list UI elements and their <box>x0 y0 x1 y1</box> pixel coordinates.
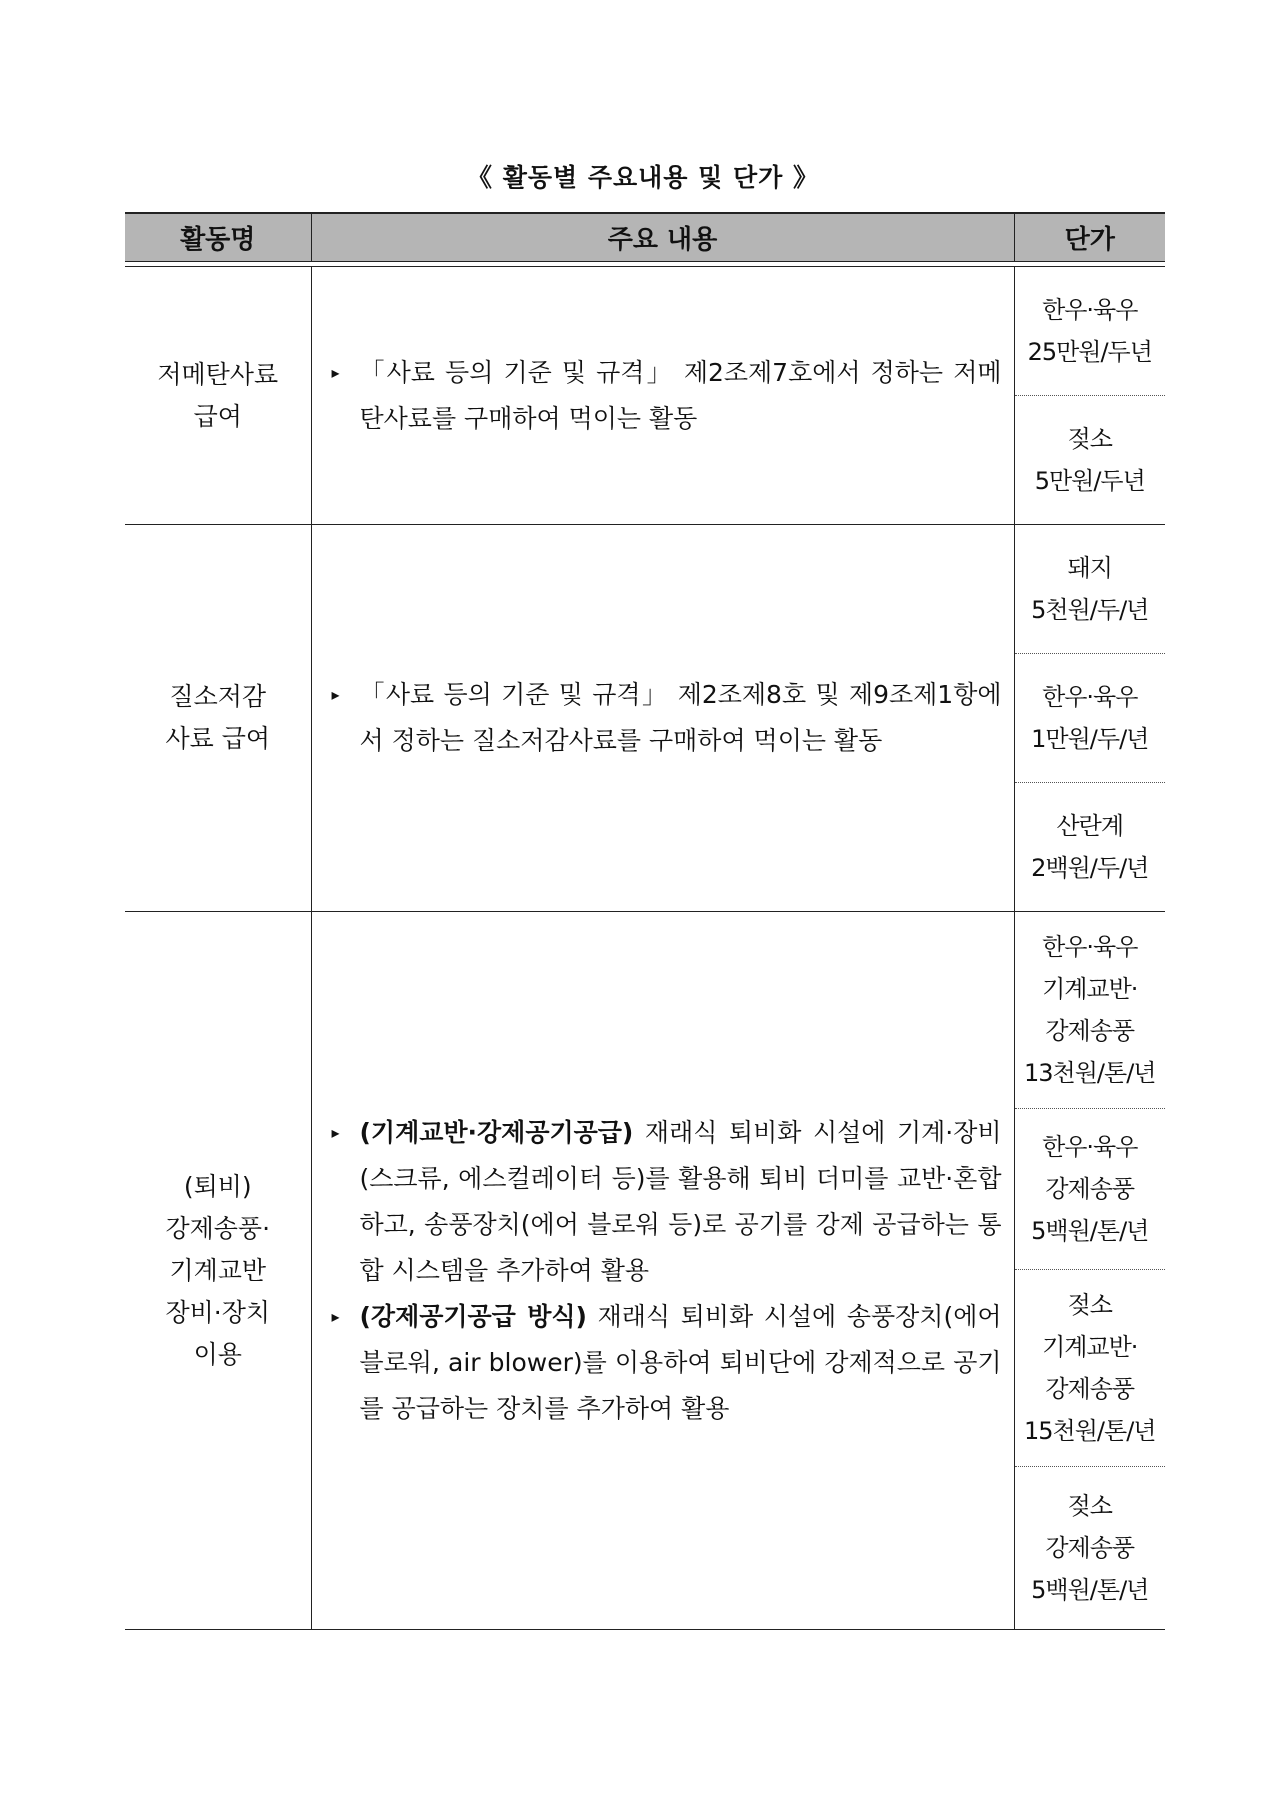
bullet-body-text: 재래식 퇴비화 시설에 송풍장치(에어 블로워, air blower)를 이용하여 퇴비단에 강제적으로 공기를 공급하는 장치를 추가하여 활용 <box>359 1301 1002 1423</box>
bullet-marker-icon: ▸ <box>331 1122 340 1142</box>
unit-price-line: 2백원/두/년 <box>1031 854 1149 882</box>
bullet-marker-icon: ▸ <box>331 362 340 382</box>
unit-price-line: 1만원/두/년 <box>1031 725 1149 753</box>
unit-price-line: 강제송풍 <box>1045 1534 1135 1562</box>
unit-price-line: 젖소 <box>1067 1291 1112 1319</box>
bullet-body-text: 재래식 퇴비화 시설에 기계·장비(스크류, 에스컬레이터 등)를 활용해 퇴비 더미를 교반·혼합하고, 송풍장치(에어 블로워 등)로 공기를 강제 공급하는 통합 시스템을 추가하여 활용 <box>359 1117 1002 1285</box>
table-header-row <box>125 213 1165 262</box>
bullet-marker-icon: ▸ <box>331 1306 340 1326</box>
unit-price-entry <box>1015 1108 1166 1269</box>
unit-price-line: 산란계 <box>1056 812 1124 840</box>
content-bullet-item <box>332 1110 1002 1294</box>
unit-price-line: 한우·육우 <box>1042 683 1138 711</box>
unit-price-line: 돼지 <box>1067 554 1112 582</box>
table-row <box>125 525 1165 912</box>
activity-name-line: 질소저감 <box>169 682 267 711</box>
table-row <box>125 912 1165 1630</box>
main-content-cell <box>311 267 1014 525</box>
unit-price-entry <box>1015 267 1166 395</box>
table-title: 《 활동별 주요내용 및 단가 》 <box>466 163 820 192</box>
bullet-text <box>360 672 1002 764</box>
unit-price-cell <box>1014 267 1165 525</box>
unit-price-cell <box>1014 525 1165 912</box>
unit-price-line: 한우·육우 <box>1042 933 1138 961</box>
activity-name-line: 강제송풍· <box>165 1213 271 1243</box>
unit-price-line: 기계교반· <box>1042 1333 1138 1361</box>
bullet-marker-icon: ▸ <box>331 685 340 704</box>
main-content-cell <box>311 525 1014 912</box>
unit-price-line: 젖소 <box>1067 425 1112 453</box>
bullet-text <box>360 350 1002 442</box>
unit-price-line: 강제송풍 <box>1045 1375 1135 1403</box>
bullet-bold-label: (강제공기공급 방식) <box>359 1301 587 1331</box>
activity-table-container <box>125 212 1165 1630</box>
unit-price-entry <box>1015 1466 1166 1629</box>
unit-price-line: 5천원/두/년 <box>1031 596 1149 624</box>
unit-price-entry <box>1015 525 1166 653</box>
unit-price-line: 강제송풍 <box>1045 1017 1135 1045</box>
header-unit-price: 단가 <box>1014 213 1165 262</box>
activity-name-cell <box>125 267 311 525</box>
content-bullet-item <box>332 350 1002 442</box>
activity-name-line: 이용 <box>193 1339 242 1369</box>
activity-name-cell <box>125 912 311 1630</box>
content-bullet-item <box>332 1294 1002 1432</box>
unit-price-entry <box>1015 782 1166 911</box>
activity-name-line: 장비·장치 <box>165 1297 271 1327</box>
unit-price-cell <box>1014 912 1165 1630</box>
unit-price-line: 25만원/두년 <box>1027 338 1152 366</box>
activity-name-cell <box>125 525 311 912</box>
bullet-text <box>360 1110 1002 1294</box>
activity-name-line: 급여 <box>193 401 242 431</box>
unit-price-entry <box>1015 1269 1166 1466</box>
unit-price-line: 5백원/톤/년 <box>1031 1576 1149 1604</box>
unit-price-entry <box>1015 395 1166 524</box>
unit-price-line: 13천원/톤/년 <box>1024 1059 1156 1087</box>
unit-price-entry <box>1015 653 1166 782</box>
bullet-text <box>360 1294 1002 1432</box>
unit-price-line: 15천원/톤/년 <box>1024 1417 1156 1445</box>
activity-name-line: 기계교반 <box>169 1255 267 1285</box>
unit-price-line: 5백원/톤/년 <box>1031 1217 1149 1245</box>
unit-price-line: 강제송풍 <box>1045 1175 1135 1203</box>
table-row <box>125 267 1165 525</box>
activity-name-line: 저메탄사료 <box>157 359 279 389</box>
unit-price-line: 한우·육우 <box>1042 296 1138 324</box>
unit-price-line: 젖소 <box>1067 1492 1112 1520</box>
unit-price-line: 5만원/두년 <box>1034 467 1145 495</box>
main-content-cell <box>311 912 1014 1630</box>
unit-price-line: 한우·육우 <box>1042 1133 1138 1161</box>
content-bullet-item <box>332 672 1002 764</box>
bullet-body-text: 「사료 등의 기준 및 규격」 제2조제8호 및 제9조제1항에서 정하는 질소저감사료를 구매하여 먹이는 활동 <box>359 680 1002 755</box>
activity-price-table <box>125 212 1165 1630</box>
activity-name-line: (퇴비) <box>183 1171 252 1201</box>
bullet-body-text: 「사료 등의 기준 및 규격」 제2조제7호에서 정하는 저메탄사료를 구매하여 먹이는 활동 <box>359 357 1002 433</box>
bullet-bold-label: (기계교반·강제공기공급) <box>359 1117 634 1147</box>
header-main-content: 주요 내용 <box>311 213 1014 262</box>
header-activity-name: 활동명 <box>125 213 311 262</box>
activity-name-line: 사료 급여 <box>165 724 271 753</box>
unit-price-entry <box>1015 912 1166 1108</box>
unit-price-line: 기계교반· <box>1042 975 1138 1003</box>
